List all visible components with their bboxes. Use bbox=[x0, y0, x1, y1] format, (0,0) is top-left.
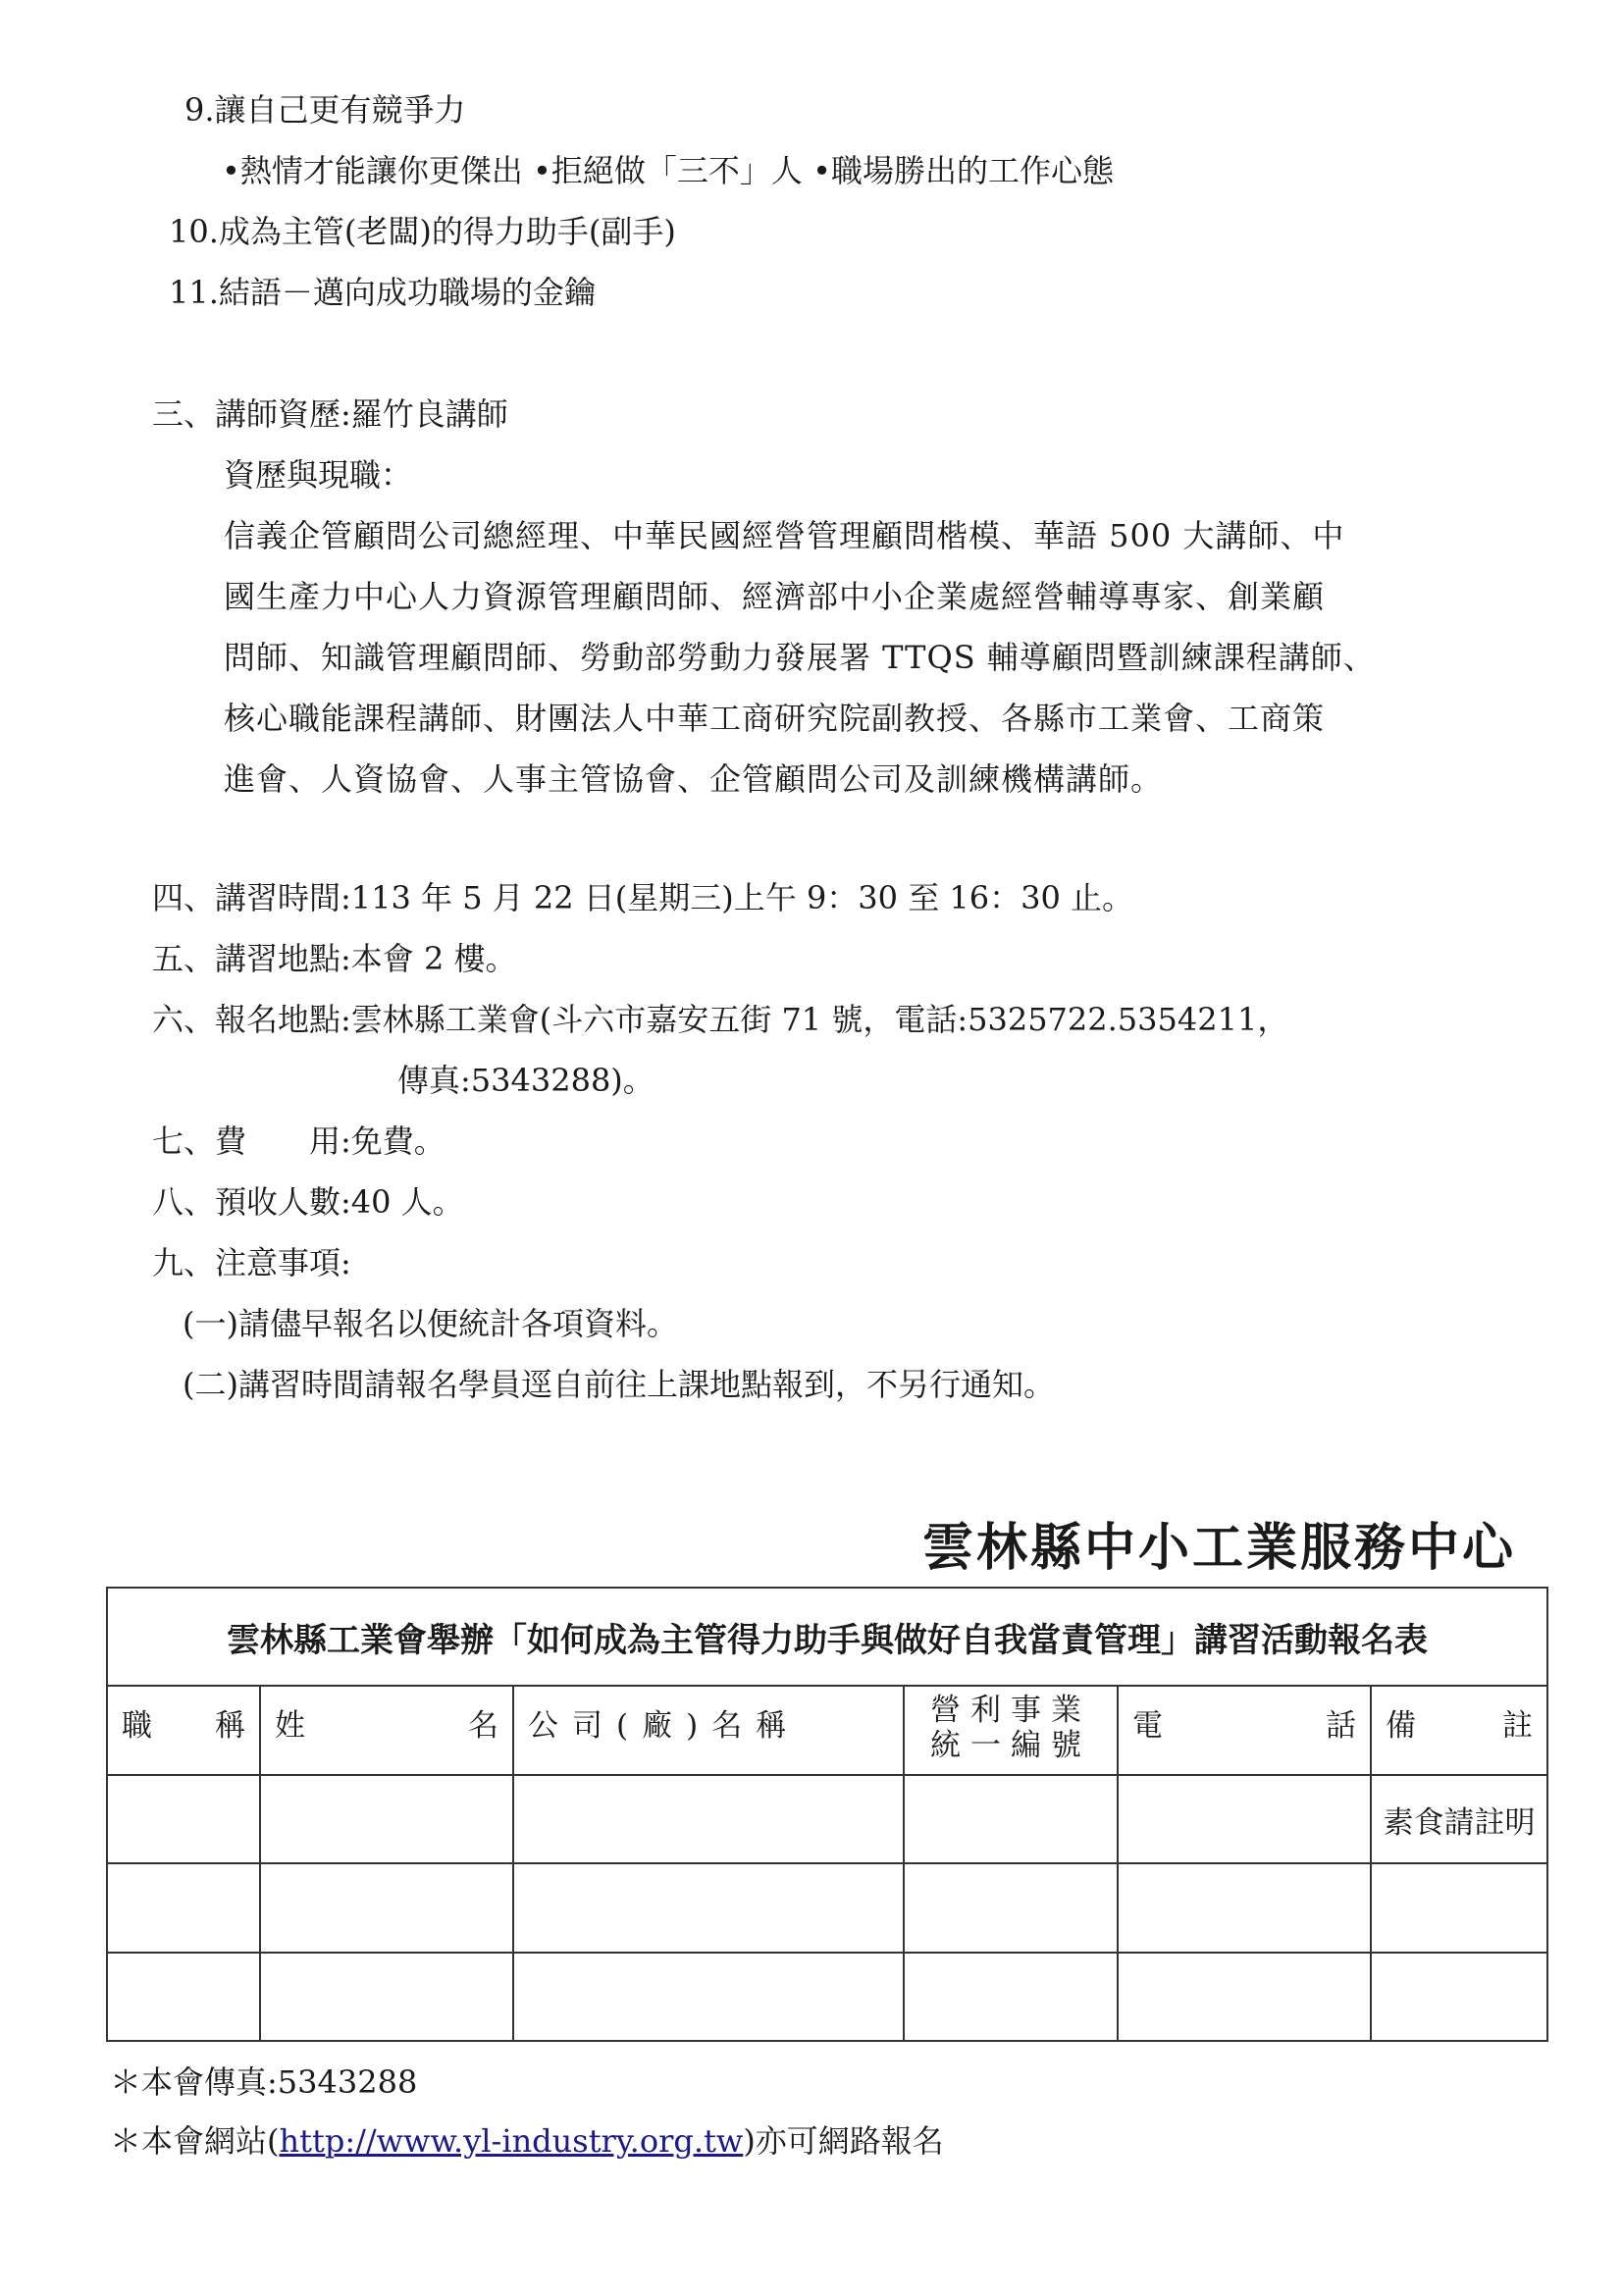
vegetarian-note: 素食請註明 bbox=[1371, 1775, 1547, 1863]
table-cell[interactable] bbox=[260, 1775, 513, 1863]
table-row bbox=[107, 1953, 1547, 2041]
section-5-location: 五、講習地點:本會 2 樓。 bbox=[152, 940, 517, 977]
section-4-time: 四、講習時間:113 年 5 月 22 日(星期三)上午 9：30 至 16：30 止。 bbox=[152, 879, 1133, 916]
table-row bbox=[107, 1863, 1547, 1952]
item-9-sub: •熱情才能讓你更傑出 •拒絕做「三不」人 •職場勝出的工作心態 bbox=[222, 152, 1114, 189]
header-remarks: 備 註 bbox=[1371, 1686, 1547, 1774]
table-cell[interactable] bbox=[260, 1953, 513, 2041]
footer-website: ＊本會網站(http://www.yl-industry.org.tw)亦可網路報名 bbox=[110, 2122, 944, 2160]
table-cell[interactable] bbox=[1371, 1863, 1547, 1952]
bio-line: 核心職能課程講師、財團法人中華工商研究院副教授、各縣市工業會、工商策 bbox=[224, 700, 1326, 737]
header-name: 姓 名 bbox=[260, 1686, 513, 1774]
header-tax-id: 營利事業 統一編號 bbox=[904, 1686, 1118, 1774]
website-link[interactable]: http://www.yl-industry.org.tw bbox=[279, 2122, 744, 2160]
table-cell[interactable] bbox=[513, 1863, 904, 1952]
note-2: (二)講習時間請報名學員逕自前往上課地點報到，不另行通知。 bbox=[183, 1366, 1055, 1403]
organizer-name: 雲林縣中小工業服務中心 bbox=[921, 1519, 1516, 1578]
item-10: 10.成為主管(老闆)的得力助手(副手) bbox=[169, 213, 676, 250]
form-title: 雲林縣工業會舉辦「如何成為主管得力助手與做好自我當責管理」講習活動報名表 bbox=[107, 1588, 1547, 1686]
table-cell[interactable] bbox=[513, 1953, 904, 2041]
header-company: 公司(廠)名稱 bbox=[513, 1686, 904, 1774]
section-8-capacity: 八、預收人數:40 人。 bbox=[152, 1183, 464, 1221]
table-cell[interactable] bbox=[513, 1775, 904, 1863]
bio-line: 進會、人資協會、人事主管協會、企管顧問公司及訓練機構講師。 bbox=[224, 760, 1164, 798]
bio-line: 信義企管顧問公司總經理、中華民國經營管理顧問楷模、華語 500 大講師、中 bbox=[224, 517, 1345, 554]
note-1: (一)請儘早報名以便統計各項資料。 bbox=[183, 1305, 678, 1342]
footer-fax: ＊本會傳真:5343288 bbox=[110, 2063, 418, 2101]
table-cell[interactable] bbox=[107, 1863, 260, 1952]
section-3-title: 三、講師資歷:羅竹良講師 bbox=[152, 395, 508, 433]
table-cell[interactable] bbox=[107, 1775, 260, 1863]
header-phone: 電 話 bbox=[1118, 1686, 1371, 1774]
table-cell[interactable] bbox=[904, 1775, 1118, 1863]
registration-form bbox=[106, 1587, 1548, 2042]
table-cell[interactable] bbox=[1118, 1953, 1371, 2041]
table-cell[interactable] bbox=[107, 1953, 260, 2041]
bio-line: 問師、知識管理顧問師、勞動部勞動力發展署 TTQS 輔導顧問暨訓練課程講師、 bbox=[224, 639, 1376, 676]
table-cell[interactable] bbox=[904, 1953, 1118, 2041]
table-cell[interactable] bbox=[1118, 1775, 1371, 1863]
bio-line: 國生產力中心人力資源管理顧問師、經濟部中小企業處經營輔導專家、創業顧 bbox=[224, 578, 1326, 615]
section-6-registration: 六、報名地點:雲林縣工業會(斗六市嘉安五街 71 號，電話:5325722.5354211， bbox=[152, 1001, 1289, 1038]
section-3-subtitle: 資歷與現職： bbox=[224, 456, 413, 494]
section-9-notes: 九、注意事項: bbox=[152, 1244, 351, 1281]
item-9: 9.讓自己更有競爭力 bbox=[184, 91, 466, 129]
item-11: 11.結語－邁向成功職場的金鑰 bbox=[169, 274, 596, 311]
table-cell[interactable] bbox=[1118, 1863, 1371, 1952]
table-cell[interactable] bbox=[260, 1863, 513, 1952]
section-6-fax: 傳真:5343288)。 bbox=[397, 1062, 654, 1099]
section-7-fee: 七、費 用:免費。 bbox=[152, 1122, 445, 1160]
header-job-title: 職 稱 bbox=[107, 1686, 260, 1774]
table-cell[interactable] bbox=[904, 1863, 1118, 1952]
table-cell[interactable] bbox=[1371, 1953, 1547, 2041]
table-row bbox=[107, 1775, 1547, 1863]
